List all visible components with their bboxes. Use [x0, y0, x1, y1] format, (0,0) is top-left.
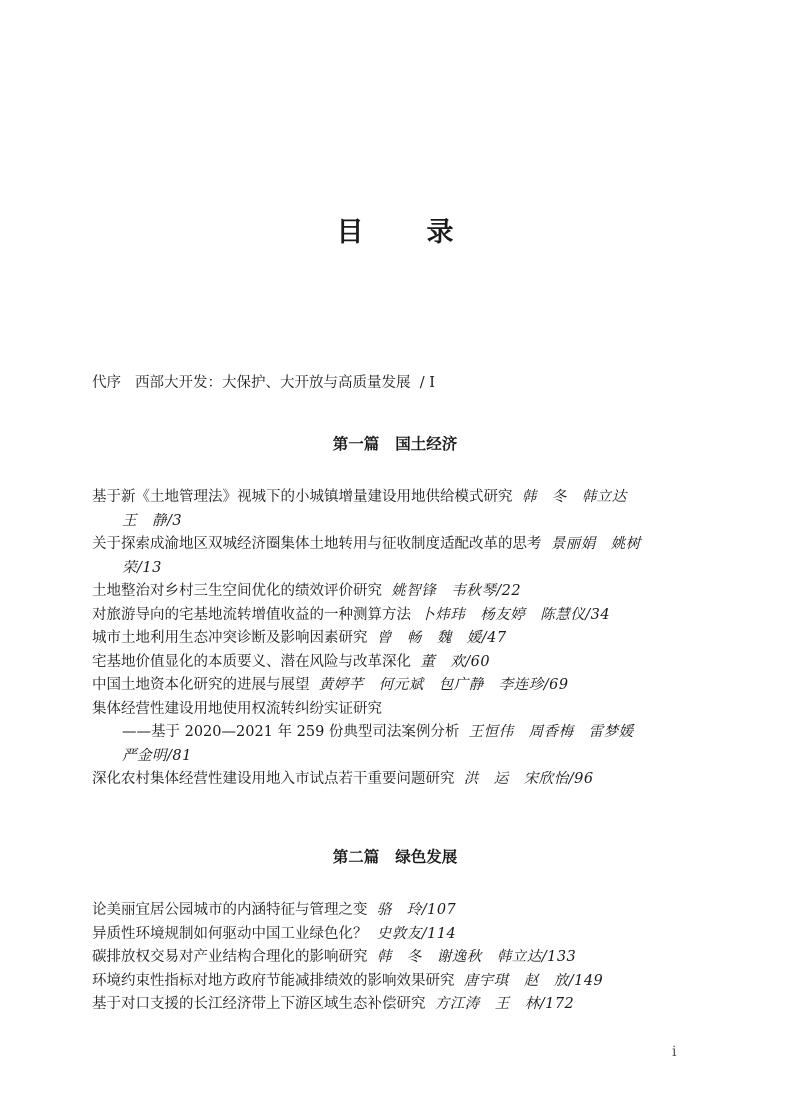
entry-title: 碳排放权交易对产业结构合理化的影响研究: [92, 949, 368, 965]
toc-entry: [92, 768, 712, 792]
entry-title: 异质性环境规制如何驱动中国工业绿色化？: [92, 925, 368, 942]
part2-heading: [0, 845, 790, 867]
page-title: 目 录: [336, 217, 472, 248]
part1-heading-num: 第一篇: [332, 435, 380, 453]
entry-title: 论美丽宜居公园城市的内涵特征与管理之变: [92, 902, 368, 918]
part1-entries: [92, 486, 712, 792]
entry-authors: 方江涛 王 林/172: [434, 996, 575, 1012]
entry-title: 集体经营性建设用地使用权流转纠纷实证研究: [92, 700, 382, 717]
entry-authors: 黄婷芊 何元斌 包广静 李连珍/69: [318, 677, 569, 693]
entry-authors: 韩 冬 谢逸秋 韩立达/133: [376, 949, 577, 965]
part2-entries: [92, 899, 712, 1017]
preface-label: 代序: [92, 375, 121, 391]
toc-entry: [92, 533, 712, 557]
toc-entry: [92, 604, 712, 628]
entry-authors: 景丽娟 姚树: [550, 536, 641, 552]
entry-authors: 唐宇琪 赵 放/149: [463, 972, 604, 989]
entry-authors: 王恒伟 周香梅 雷梦媛: [468, 724, 634, 740]
entry-title: 深化农村集体经营性建设用地入市试点若干重要问题研究: [92, 771, 455, 787]
toc-entry-continuation: [92, 745, 712, 769]
entry-authors: 王 静/3: [122, 512, 183, 529]
entry-subtitle: ——基于 2020—2021 年 259 份典型司法案例分析: [122, 724, 460, 740]
toc-entry: [92, 580, 712, 604]
preface-text: 西部大开发：大保护、大开放与高质量发展: [135, 375, 411, 391]
entry-title: 环境约束性指标对地方政府节能减排绩效的影响效果研究: [92, 972, 455, 989]
preface-entry: [92, 371, 712, 392]
part1-heading-name: 国土经济: [395, 435, 458, 453]
entry-title: 土地整治对乡村三生空间优化的绩效评价研究: [92, 583, 382, 599]
toc-entry: [92, 923, 712, 947]
entry-title: 对旅游导向的宅基地流转增值收益的一种测算方法: [92, 606, 411, 623]
toc-entry: [92, 970, 712, 994]
page-number: i: [672, 1044, 677, 1060]
part1-heading: [0, 432, 790, 454]
part2-heading-num: 第二篇: [332, 848, 380, 866]
entry-title: 基于对口支援的长江经济带上下游区域生态补偿研究: [92, 996, 426, 1012]
entry-authors: 史敦友/114: [376, 925, 457, 942]
entry-authors: 洪 运 宋欣怡/96: [463, 771, 594, 787]
entry-authors: 骆 玲/107: [376, 902, 457, 918]
part2-heading-name: 绿色发展: [395, 848, 458, 866]
entry-authors: 韩 冬 韩立达: [521, 489, 627, 505]
toc-entry: [92, 993, 712, 1017]
entry-title: 关于探索成渝地区双城经济圈集体土地转用与征收制度适配改革的思考: [92, 536, 542, 552]
entry-title: 基于新《土地管理法》视城下的小城镇增量建设用地供给模式研究: [92, 489, 513, 505]
entry-title: 宅基地价值显化的本质要义、潜在风险与改革深化: [92, 653, 411, 670]
entry-authors: 姚智锋 韦秋琴/22: [391, 583, 522, 599]
preface-page: / I: [419, 375, 435, 391]
entry-title: 中国土地资本化研究的进展与展望: [92, 677, 310, 693]
toc-entry: [92, 627, 712, 651]
toc-entry-continuation: [92, 510, 712, 534]
toc-entry: [92, 674, 712, 698]
toc-entry-continuation: [92, 557, 712, 581]
entry-title: 城市土地利用生态冲突诊断及影响因素研究: [92, 630, 368, 646]
toc-entry: [92, 946, 712, 970]
toc-entry: [92, 698, 712, 722]
toc-entry: [92, 486, 712, 510]
entry-authors: 董 欢/60: [420, 653, 491, 670]
entry-authors: 荣/13: [122, 559, 162, 576]
entry-authors: 卜炜玮 杨友婷 陈慧仪/34: [420, 606, 611, 623]
toc-entry-subtitle: [92, 721, 712, 745]
toc-entry: [92, 899, 712, 923]
toc-entry: [92, 651, 712, 675]
entry-authors: 曾 畅 魏 媛/47: [376, 630, 507, 646]
entry-authors: 严金明/81: [122, 747, 192, 764]
